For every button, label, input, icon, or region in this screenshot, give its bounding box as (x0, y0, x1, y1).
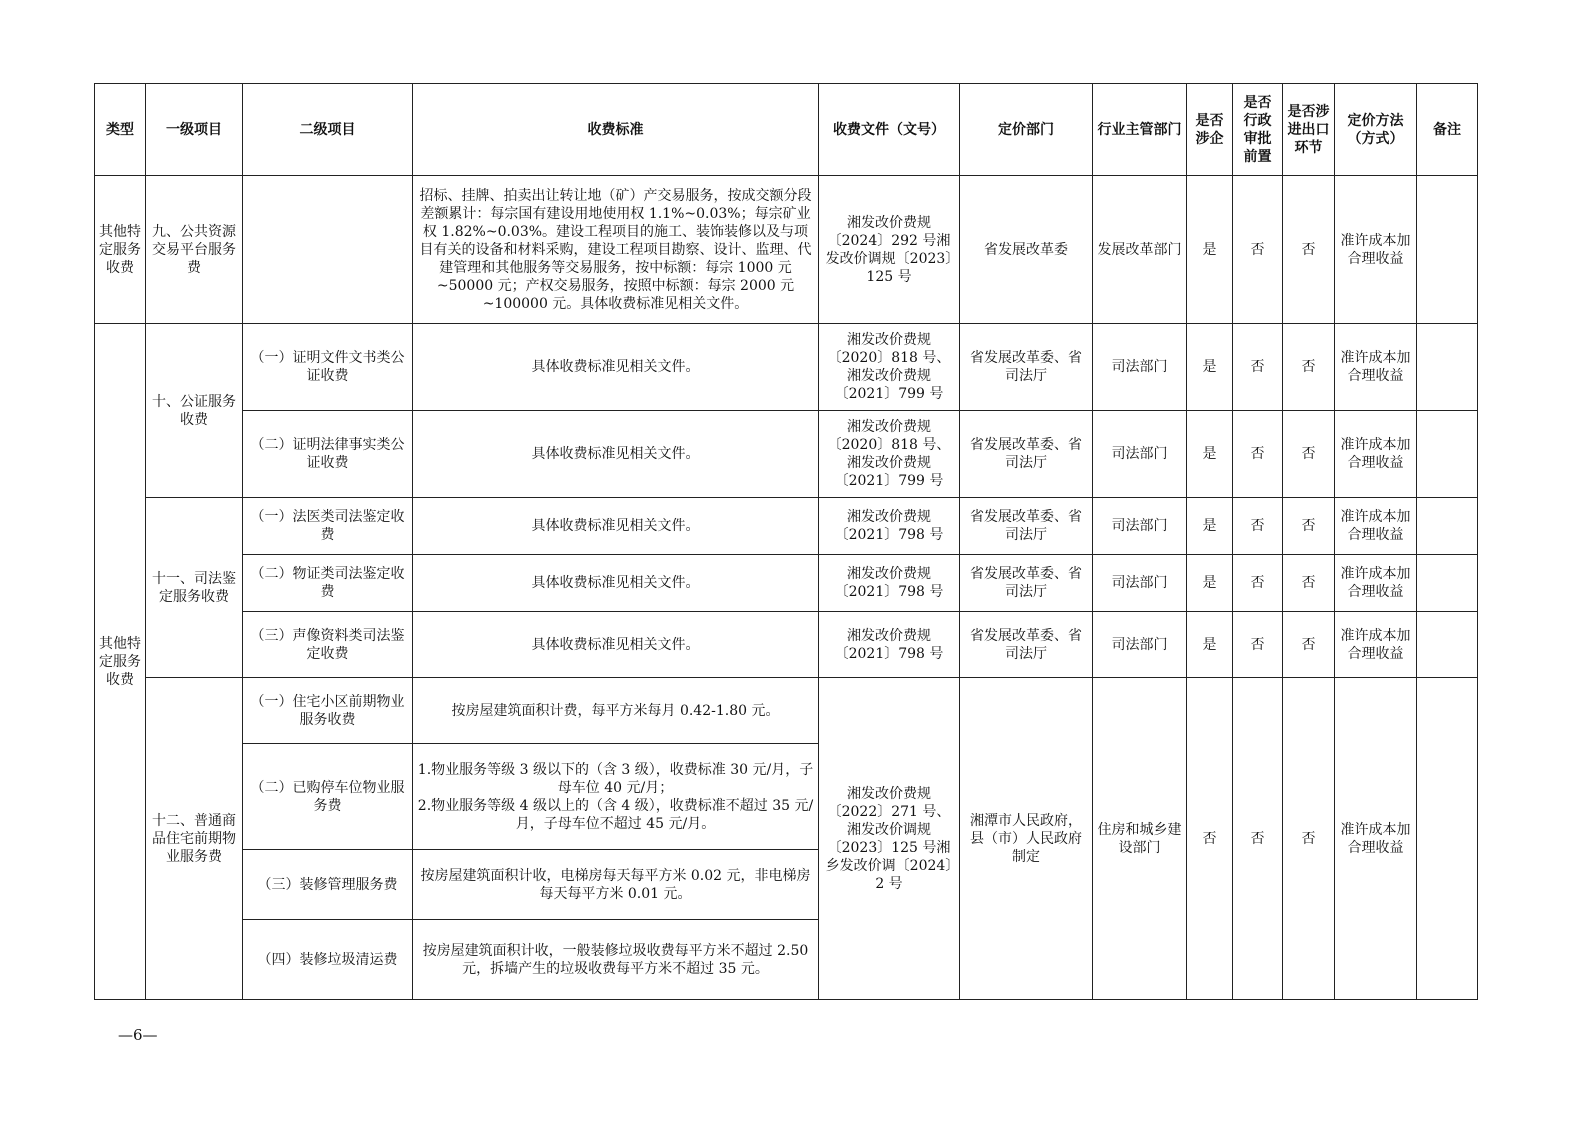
level2-cell: （一）住宅小区前期物业服务收费 (243, 678, 413, 744)
pricing-dept-cell: 省发展改革委、省司法厅 (960, 612, 1093, 678)
pricing-dept-cell: 省发展改革委、省司法厅 (960, 411, 1093, 498)
method-cell: 准许成本加合理收益 (1335, 555, 1417, 612)
remarks-cell (1417, 411, 1478, 498)
header-remarks: 备注 (1417, 84, 1478, 176)
level1-cell: 九、公共资源交易平台服务费 (146, 176, 243, 324)
remarks-cell (1417, 498, 1478, 555)
standard-cell: 按房屋建筑面积计收，电梯房每天每平方米 0.02 元，非电梯房每天每平方米 0.01 元。 (413, 850, 819, 920)
fee-table (94, 83, 1478, 1000)
level2-cell: （一）证明文件文书类公证收费 (243, 324, 413, 411)
approval-cell: 否 (1233, 498, 1283, 555)
level2-cell: （二）证明法律事实类公证收费 (243, 411, 413, 498)
standard-cell: 具体收费标准见相关文件。 (413, 612, 819, 678)
header-enterprise: 是否涉企 (1187, 84, 1233, 176)
header-row (95, 84, 1478, 176)
approval-cell: 否 (1233, 555, 1283, 612)
import-export-cell: 否 (1283, 678, 1335, 1000)
page-number: —6— (118, 1026, 158, 1044)
table-row (95, 678, 1478, 744)
method-cell: 准许成本加合理收益 (1335, 678, 1417, 1000)
header-pricing-dept: 定价部门 (960, 84, 1093, 176)
industry-dept-cell: 住房和城乡建设部门 (1093, 678, 1187, 1000)
header-approval: 是否行政审批前置 (1233, 84, 1283, 176)
type-cell: 其他特定服务收费 (95, 324, 146, 1000)
level2-cell: （二）已购停车位物业服务费 (243, 744, 413, 850)
standard-cell: 具体收费标准见相关文件。 (413, 498, 819, 555)
pricing-dept-cell: 省发展改革委、省司法厅 (960, 324, 1093, 411)
standard-cell: 具体收费标准见相关文件。 (413, 411, 819, 498)
import-export-cell: 否 (1283, 176, 1335, 324)
approval-cell: 否 (1233, 176, 1283, 324)
table-row (95, 324, 1478, 411)
table-row (95, 176, 1478, 324)
import-export-cell: 否 (1283, 324, 1335, 411)
industry-dept-cell: 司法部门 (1093, 411, 1187, 498)
method-cell: 准许成本加合理收益 (1335, 176, 1417, 324)
header-document: 收费文件（文号） (819, 84, 960, 176)
industry-dept-cell: 司法部门 (1093, 324, 1187, 411)
table-row (95, 498, 1478, 555)
document-cell: 湘发改价费规〔2020〕818 号、湘发改价费规〔2021〕799 号 (819, 324, 960, 411)
industry-dept-cell: 发展改革部门 (1093, 176, 1187, 324)
standard-cell (413, 744, 819, 850)
table-row (95, 612, 1478, 678)
approval-cell: 否 (1233, 324, 1283, 411)
pricing-dept-cell: 湘潭市人民政府，县（市）人民政府制定 (960, 678, 1093, 1000)
import-export-cell: 否 (1283, 612, 1335, 678)
remarks-cell (1417, 555, 1478, 612)
enterprise-cell: 是 (1187, 411, 1233, 498)
document-cell: 湘发改价费规〔2021〕798 号 (819, 555, 960, 612)
import-export-cell: 否 (1283, 411, 1335, 498)
level1-cell: 十二、普通商品住宅前期物业服务费 (146, 678, 243, 1000)
document-cell: 湘发改价费规〔2021〕798 号 (819, 612, 960, 678)
enterprise-cell: 是 (1187, 176, 1233, 324)
level2-cell: （一）法医类司法鉴定收费 (243, 498, 413, 555)
type-cell: 其他特定服务收费 (95, 176, 146, 324)
level1-cell: 十一、司法鉴定服务收费 (146, 498, 243, 678)
level2-cell: （三）声像资料类司法鉴定收费 (243, 612, 413, 678)
standard-cell: 按房屋建筑面积计费，每平方米每月 0.42-1.80 元。 (413, 678, 819, 744)
standard-cell: 具体收费标准见相关文件。 (413, 324, 819, 411)
enterprise-cell: 是 (1187, 555, 1233, 612)
standard-cell: 按房屋建筑面积计收，一般装修垃圾收费每平方米不超过 2.50 元，拆墙产生的垃圾收费每平方米不超过 35 元。 (413, 920, 819, 1000)
table-row (95, 555, 1478, 612)
industry-dept-cell: 司法部门 (1093, 612, 1187, 678)
pricing-dept-cell: 省发展改革委 (960, 176, 1093, 324)
industry-dept-cell: 司法部门 (1093, 498, 1187, 555)
approval-cell: 否 (1233, 411, 1283, 498)
table-row (95, 411, 1478, 498)
remarks-cell (1417, 678, 1478, 1000)
document-cell: 湘发改价费规〔2021〕798 号 (819, 498, 960, 555)
enterprise-cell: 否 (1187, 678, 1233, 1000)
header-level2: 二级项目 (243, 84, 413, 176)
remarks-cell (1417, 612, 1478, 678)
header-method: 定价方法（方式） (1335, 84, 1417, 176)
pricing-dept-cell: 省发展改革委、省司法厅 (960, 555, 1093, 612)
header-level1: 一级项目 (146, 84, 243, 176)
header-type: 类型 (95, 84, 146, 176)
header-standard: 收费标准 (413, 84, 819, 176)
document-cell: 湘发改价费规〔2024〕292 号湘发改价调规〔2023〕125 号 (819, 176, 960, 324)
standard-line: 1.物业服务等级 3 级以下的（含 3 级），收费标准 30 元/月，子母车位 40 元/月； (417, 761, 814, 796)
method-cell: 准许成本加合理收益 (1335, 612, 1417, 678)
standard-line: 2.物业服务等级 4 级以上的（含 4 级），收费标准不超过 35 元/月，子母车位不超过 45 元/月。 (417, 797, 814, 832)
level1-cell: 十、公证服务收费 (146, 324, 243, 498)
remarks-cell (1417, 176, 1478, 324)
approval-cell: 否 (1233, 678, 1283, 1000)
method-cell: 准许成本加合理收益 (1335, 498, 1417, 555)
import-export-cell: 否 (1283, 555, 1335, 612)
industry-dept-cell: 司法部门 (1093, 555, 1187, 612)
level2-cell (243, 176, 413, 324)
standard-cell: 具体收费标准见相关文件。 (413, 555, 819, 612)
method-cell: 准许成本加合理收益 (1335, 324, 1417, 411)
header-import-export: 是否涉进出口环节 (1283, 84, 1335, 176)
header-industry-dept: 行业主管部门 (1093, 84, 1187, 176)
level2-cell: （三）装修管理服务费 (243, 850, 413, 920)
enterprise-cell: 是 (1187, 498, 1233, 555)
method-cell: 准许成本加合理收益 (1335, 411, 1417, 498)
document-cell: 湘发改价费规〔2020〕818 号、湘发改价费规〔2021〕799 号 (819, 411, 960, 498)
enterprise-cell: 是 (1187, 324, 1233, 411)
enterprise-cell: 是 (1187, 612, 1233, 678)
import-export-cell: 否 (1283, 498, 1335, 555)
remarks-cell (1417, 324, 1478, 411)
level2-cell: （二）物证类司法鉴定收费 (243, 555, 413, 612)
pricing-dept-cell: 省发展改革委、省司法厅 (960, 498, 1093, 555)
level2-cell: （四）装修垃圾清运费 (243, 920, 413, 1000)
approval-cell: 否 (1233, 612, 1283, 678)
standard-cell: 招标、挂牌、拍卖出让转让地（矿）产交易服务，按成交额分段差额累计：每宗国有建设用地使用权 1.1%~0.03%；每宗矿业权 1.82%~0.03%。建设工程项目的施工、装饰装修以及与项目有关的设备和材料采购，建设工程项目勘察、设计、监理、代建管理和其他服务等交易服务，按中标额：每宗 1000 元~50000 元；产权交易服务，按照中标额：每宗 2000 元~100000 元。具体收费标准见相关文件。 (413, 176, 819, 324)
document-cell: 湘发改价费规〔2022〕271 号、湘发改价调规〔2023〕125 号湘乡发改价调〔2024〕2 号 (819, 678, 960, 1000)
